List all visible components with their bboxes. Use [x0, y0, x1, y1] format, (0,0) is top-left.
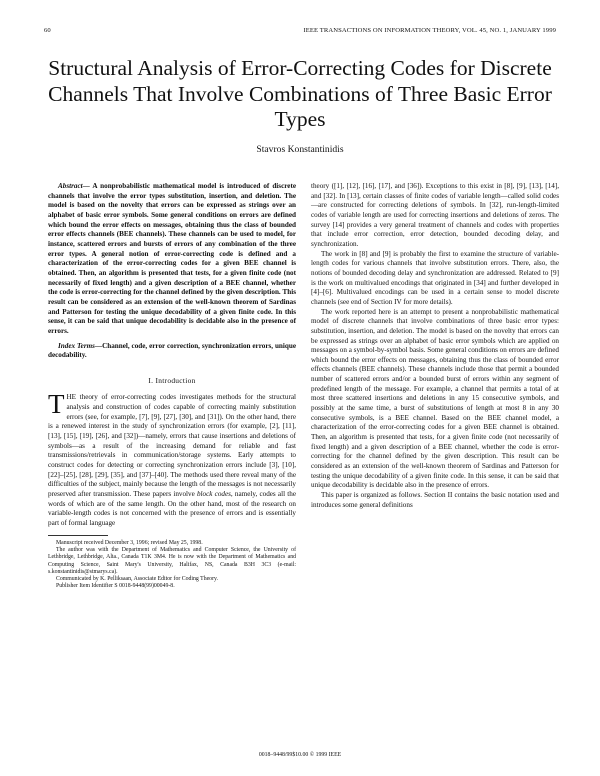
right-column	[311, 182, 559, 510]
running-header	[44, 27, 556, 34]
intro-paragraph-2: The work in [8] and [9] is probably the first to examine the structure of variable-length codes for various channels that involve substitution errors. There, also, the notions of bounded decoding delay and synchronization are addressed. Related to [9] is the work on multivalued encodings that originated in [34] and further developed in [4]–[6]. Multivalued encodings can be used in a certain sense to model discrete channels (see end of Section IV for more details).	[311, 249, 559, 306]
author-name: Stavros Konstantinidis	[256, 144, 344, 155]
footnote-communicated: Communicated by K. Pelliksaan, Associate Editor for Coding Theory.	[56, 576, 218, 583]
index-terms-label: Index Terms	[58, 341, 95, 350]
page-number: 60	[44, 27, 51, 34]
paper-title: Structural Analysis of Error-Correcting Codes for Discrete Channels That Involve Combinations of Three Basic Error Types	[48, 56, 552, 131]
index-terms-text: —Channel, code, error correction, synchronization errors, unique decodability.	[48, 341, 296, 360]
abstract	[48, 182, 296, 337]
journal-name: IEEE TRANSACTIONS ON INFORMATION THEORY, VOL. 45, NO. 1, JANUARY 1999	[303, 27, 556, 34]
copyright-footer: 0018–9448/99$10.00 © 1999 IEEE	[258, 752, 342, 758]
abstract-text: A nonprobabilistic mathematical model is introduced of discrete channels that involve the error types substitution, insertion, and deletion. The model is based on the novelty that errors can be expressed as strings over an alphabet of basic error symbols. Some general conditions on errors are defined which bound the error effects on messages, obtaining thus the class of bounded error effects channels (BEE channels). These channels can be used to model, for instance, scattered errors and bursts of errors of any combination of the three error types. A general notion of error-correcting code is defined and a characterization of the error-correcting codes for a given BEE channel is obtained. Then, an algorithm is presented that tests, for a given finite code (not necessarily of fixed length) and a given description of a BEE channel, whether the code is error-correcting for the channel defined by the given description. This result can be considered as an extension of the well-known theorem of Sardinas and Patterson for testing the unique decodability of a given finite code. In this sense, it can be said that unique decodability is decidable also in the presence of errors.	[48, 182, 296, 335]
footnote-received: Manuscript received December 3, 1996; revised May 25, 1998.	[56, 539, 203, 546]
footnote-publisher-id: Publisher Item Identifier S 0018-9448(99)00049-8.	[56, 583, 175, 590]
drop-cap: T	[48, 389, 65, 420]
intro-text-b: , namely, codes all the words of which are of the same length. On the other hand, most of the research on variable-length codes is not concerned with the presence of errors and is essentially part of formal language	[48, 490, 296, 527]
section-heading-introduction: I. Introduction	[148, 375, 196, 385]
intro-paragraph-4: This paper is organized as follows. Section II contains the basic notation used and introduces some general definitions	[311, 491, 559, 509]
intro-paragraph-1-continued: theory ([1], [12], [16], [17], and [36]). Exceptions to this exist in [8], [9], [13], [14], and [32]. In [13], certain classes of finite codes of variable length—called solid codes—are constructed for correcting deletions of symbols. In [32], run-length-limited codes of variable length are used for correcting insertions and deletions of zeros. The survey [14] provides a very general treatment of channels and codes with properties that include error correction, error detection, bounded decoding delay, and synchronization.	[311, 182, 559, 248]
intro-paragraph-1	[48, 389, 296, 528]
footnotes	[48, 540, 296, 591]
footnote-divider	[48, 535, 108, 536]
intro-emphasis: block codes	[196, 490, 231, 499]
left-column	[48, 182, 296, 591]
index-terms	[48, 342, 296, 361]
footnote-affiliation: The author was with the Department of Mathematics and Computer Science, the University of Lethbridge, Lethbridge, Alta., Canada T1K 3M4. He is now with the Department of Mathematics and Computing Science, Saint Mary's University, Halifax, NS, Canada B3H 3C3 (e-mail: s.konstantinidis@stmarys.ca).	[48, 546, 296, 575]
abstract-label: Abstract—	[58, 182, 90, 190]
intro-paragraph-3: The work reported here is an attempt to present a nonprobabilistic mathematical model of discrete channels that involve combinations of three basic error types: substitution, insertion, and deletion. The model is based on the novelty that errors can be expressed as strings over an alphabet of basic error symbols which are applied on messages on a symbol-by-symbol basis. Some general conditions on errors are defined which bound the error effects on messages, obtaining thus the class of bounded error effects channels (BEE channels). These channels include those that permit a bounded number of scattered errors and/or a bounded burst of errors within any segment of predefined length of the message. For example, a channel that permits a total of at most three scattered insertions and deletions in any 15 consecutive symbols, and possibly at the same time, a burst of substitutions of length at most 8 in any 30 consecutive symbols, is a BEE channel. Based on the BEE channel model, a characterization of the error-correcting codes for a given BEE channel is obtained. Then, an algorithm is presented that tests, for a given finite code (not necessarily of fixed length) and a given description of a BEE channel, whether the code is error-correcting for the channel defined by the given description. This result can be considered as an extension of the well-known theorem of Sardinas and Patterson for testing the unique decodability of a given finite code. In this sense, it can be said that unique decodability is decidable also in the presence of errors.	[311, 307, 559, 490]
intro-text-a: HE theory of error-correcting codes investigates methods for the structural analysis and construction of codes capable of correcting mainly substitution errors (see, for example, [7], [9], [27], [30], and [31]). On the other hand, there is a renewed interest in the study of synchronization errors (for example, [2], [11], [13], [15], [19], [26], and [32])—namely, errors that cause insertions and deletions of symbols—as a result of the increasing demand for reliable and fast transmissions/retrievals in communication/storage systems. Early attempts to construct codes for detecting or correcting synchronization errors include [3], [10], [22]–[25], [28], [29], [35], and [37]–[40]. The methods used there reveal many of the difficulties of the subject, mainly because the length of the messages is not necessarily preserved after transmission. These papers involve	[48, 393, 296, 499]
